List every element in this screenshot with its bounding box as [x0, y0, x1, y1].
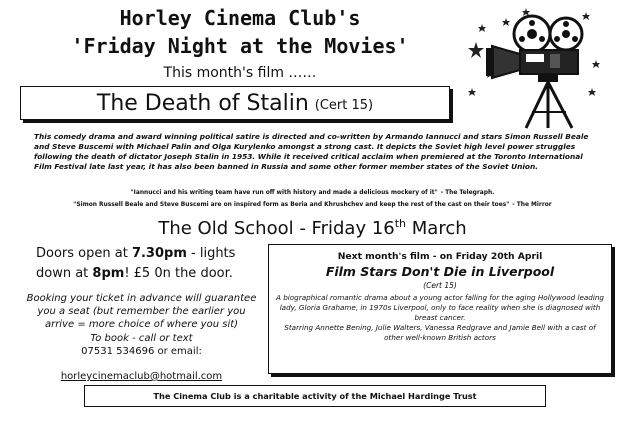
date-ordinal-suffix: th	[394, 217, 407, 230]
next-film-heading: Next month's film - on Friday 20th April	[337, 251, 543, 262]
booking-email-link[interactable]: horleycinemaclub@hotmail.com	[60, 371, 223, 382]
review-quote-mirror	[0, 200, 625, 210]
quote-source: - The Telegraph.	[440, 190, 495, 196]
next-film-title: Film Stars Don't Die in Liverpool	[325, 264, 555, 279]
quote-source: - The Mirror	[512, 202, 552, 208]
film-description: This comedy drama and award winning political satire is directed and co-written by Armando Iannucci and stars Simon Russell Beale and Steve Buscemi with Michael Palin and Olga Kurylenko amongst a strong cast. It depicts the Soviet high level power struggles following the death of dictator Joseph Stalin in 1953. While it received critical acclaim when premiered at the Toronto International Film Festival late last year, it has also been banned in Russia and some other former member states of the Soviet Union.	[34, 132, 589, 171]
booking-advance-note: Booking your ticket in advance will guarantee you a seat (but remember the earlier you arrive = more choice of where you sit)	[26, 293, 257, 331]
booking-contact-label: To book - call or text	[90, 332, 193, 344]
club-name: Horley Cinema Club's	[119, 6, 361, 30]
next-film-description: A biographical romantic drama about a young actor falling for the aging Hollywood leading lady, Gloria Grahame, in 1970s Liverpool, only to face reality when she is diagnosed with breast cancer.	[276, 293, 604, 322]
venue-date-prefix: The Old School - Friday 16	[158, 218, 395, 239]
film-title: The Death of Stalin	[96, 90, 309, 116]
venue-month: March	[411, 218, 467, 239]
charity-text: The Cinema Club is a charitable activity of the Michael Hardinge Trust	[153, 391, 477, 401]
doors-text-2: - lights down at	[36, 246, 236, 281]
next-film-cast: Starring Annette Bening, Julie Walters, Vanessa Redgrave and Jamie Bell with a cast of other well-known British actors	[284, 323, 596, 342]
doors-text-1: Doors open at	[36, 246, 132, 261]
booking-phone: 07531 534696 or email:	[81, 345, 202, 357]
next-month-film-box	[268, 244, 612, 374]
quote-text: "Simon Russell Beale and Steve Buscemi are on inspired form as Beria and Khrushchev and keep the rest of the cast on their toes"	[73, 202, 510, 208]
booking-info	[24, 292, 259, 358]
doors-text-3: ! £5 0n the door.	[124, 266, 233, 281]
quote-text: "Iannucci and his writing team have run off with history and made a delicious mockery of it"	[130, 190, 438, 196]
doors-info	[36, 244, 258, 284]
event-series-title: 'Friday Night at the Movies'	[71, 34, 409, 58]
review-quote-telegraph	[0, 188, 625, 198]
doors-time: 7.30pm	[131, 246, 187, 261]
charity-footer	[84, 385, 546, 407]
venue-and-date	[0, 212, 625, 241]
film-certificate: (Cert 15)	[314, 97, 374, 113]
next-film-certificate: (Cert 15)	[423, 281, 457, 290]
film-camera-icon	[466, 4, 606, 132]
film-title-box	[20, 86, 450, 120]
this-month-label: This month's film ……	[163, 65, 317, 81]
lights-down-time: 8pm	[92, 266, 125, 281]
